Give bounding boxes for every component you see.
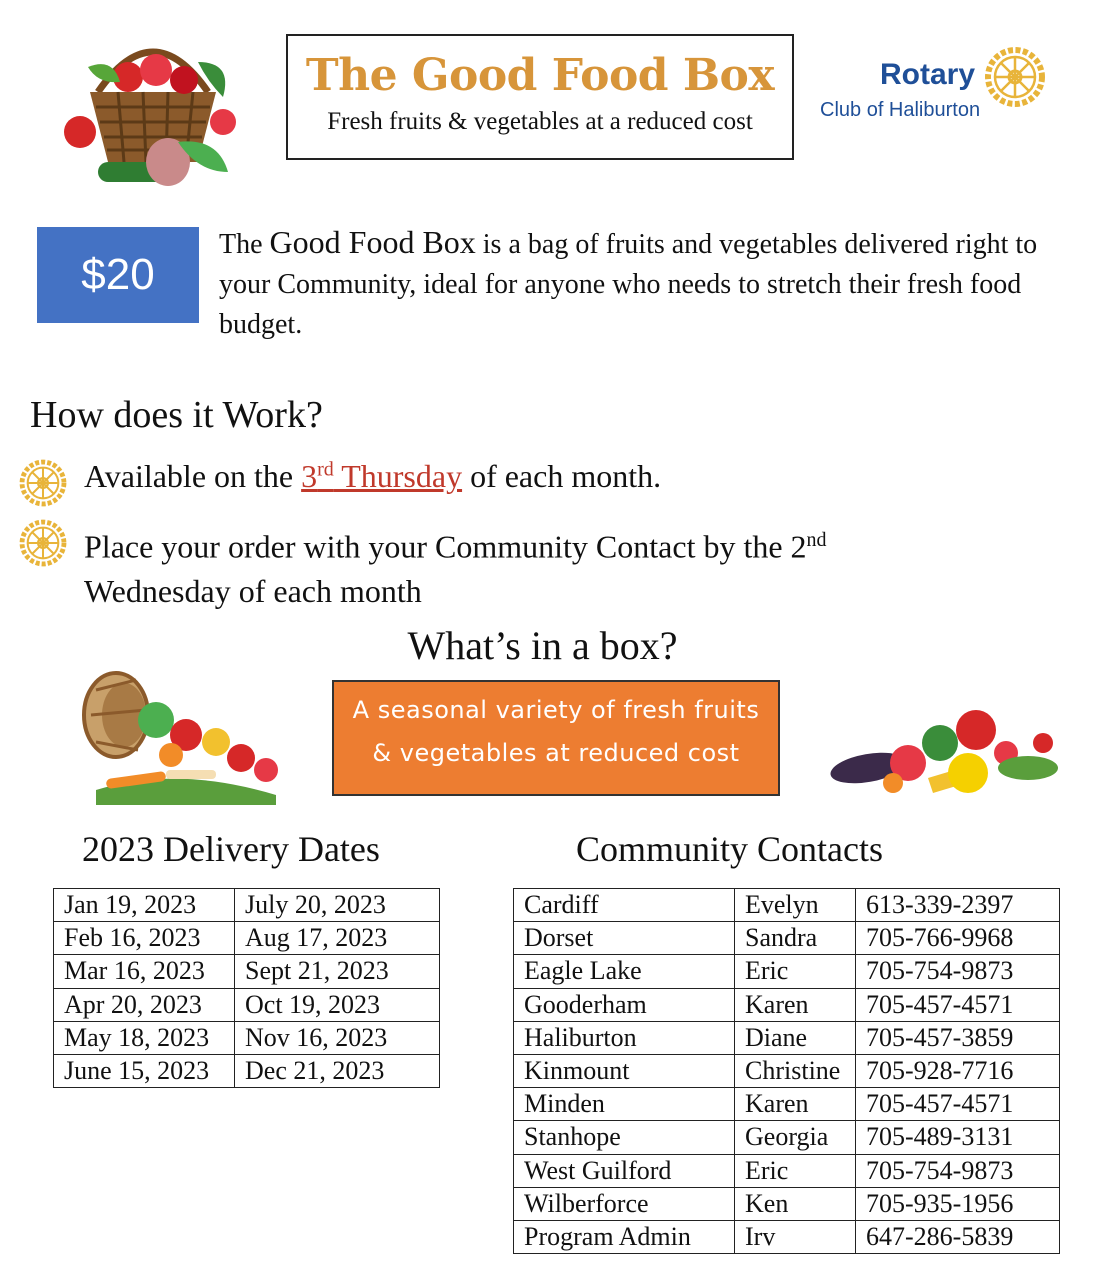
bullet2-post: Wednesday of each month bbox=[84, 572, 422, 609]
bullet-order bbox=[84, 518, 984, 613]
rotary-wheel-icon bbox=[984, 46, 1046, 108]
title-box bbox=[286, 34, 794, 160]
table-cell: 705-766-9968 bbox=[856, 922, 1060, 955]
table-row bbox=[514, 1220, 1060, 1253]
table-cell: Wilberforce bbox=[514, 1187, 735, 1220]
vegetable-basket-image bbox=[58, 22, 248, 192]
table-cell: June 15, 2023 bbox=[54, 1054, 235, 1087]
rotary-club-name: Club of Haliburton bbox=[820, 99, 981, 121]
table-cell: Apr 20, 2023 bbox=[54, 988, 235, 1021]
table-cell: Stanhope bbox=[514, 1121, 735, 1154]
rotary-name: Rotary bbox=[880, 58, 976, 91]
page-subtitle: Fresh fruits & vegetables at a reduced cost bbox=[327, 108, 753, 135]
bullet1-pre: Available on the bbox=[84, 458, 302, 494]
bullet1-highlight bbox=[301, 458, 462, 494]
bullet2-pre: Place your order with your Community Contact by the 2 bbox=[84, 528, 807, 565]
table-cell: Aug 17, 2023 bbox=[235, 922, 440, 955]
box-heading: What’s in a box? bbox=[407, 623, 678, 668]
table-cell: Dec 21, 2023 bbox=[235, 1054, 440, 1087]
table-cell: Gooderham bbox=[514, 988, 735, 1021]
table-cell: 705-928-7716 bbox=[856, 1054, 1060, 1087]
bullet2-sup: nd bbox=[806, 529, 827, 551]
table-cell: Kinmount bbox=[514, 1054, 735, 1087]
produce-barrel-image bbox=[76, 670, 288, 810]
table-row bbox=[514, 889, 1060, 922]
table-cell: Evelyn bbox=[735, 889, 856, 922]
rotary-wheel-icon bbox=[18, 518, 68, 568]
table-cell: 705-457-3859 bbox=[856, 1021, 1060, 1054]
table-cell: Jan 19, 2023 bbox=[54, 889, 235, 922]
table-cell: Feb 16, 2023 bbox=[54, 922, 235, 955]
intro-body: is a bag of fruits and vegetables delivered right to your Community, ideal for anyone who needs to stretch their fresh food budget. bbox=[219, 229, 1038, 340]
table-cell: May 18, 2023 bbox=[54, 1021, 235, 1054]
table-cell: Irv bbox=[735, 1220, 856, 1253]
how-heading: How does it Work? bbox=[30, 394, 323, 436]
delivery-heading: 2023 Delivery Dates bbox=[82, 829, 380, 869]
table-cell: 647-286-5839 bbox=[856, 1220, 1060, 1253]
table-row bbox=[514, 1021, 1060, 1054]
intro-the: The bbox=[219, 229, 270, 260]
table-cell: July 20, 2023 bbox=[235, 889, 440, 922]
box-contents-callout bbox=[332, 680, 780, 796]
table-cell: Eagle Lake bbox=[514, 955, 735, 988]
table-cell: Christine bbox=[735, 1054, 856, 1087]
intro-text bbox=[219, 222, 1059, 345]
price-badge: $20 bbox=[37, 227, 199, 323]
table-row bbox=[514, 955, 1060, 988]
table-cell: Haliburton bbox=[514, 1021, 735, 1054]
table-cell: Ken bbox=[735, 1187, 856, 1220]
rotary-wheel-icon bbox=[18, 458, 68, 508]
table-row bbox=[54, 922, 440, 955]
bullet1-post: of each month. bbox=[462, 458, 662, 494]
table-cell: 705-457-4571 bbox=[856, 988, 1060, 1021]
delivery-dates-table bbox=[53, 888, 440, 1088]
page-title: The Good Food Box bbox=[305, 50, 775, 101]
community-contacts-table bbox=[513, 888, 1060, 1254]
box-line-2: & vegetables at reduced cost bbox=[372, 739, 740, 767]
table-row bbox=[54, 988, 440, 1021]
table-cell: Minden bbox=[514, 1088, 735, 1121]
table-row bbox=[54, 1054, 440, 1087]
table-row bbox=[514, 1154, 1060, 1187]
table-cell: 705-457-4571 bbox=[856, 1088, 1060, 1121]
table-cell: Mar 16, 2023 bbox=[54, 955, 235, 988]
box-line-1: A seasonal variety of fresh fruits bbox=[352, 696, 760, 724]
vegetables-image bbox=[828, 708, 1072, 808]
table-cell: 613-339-2397 bbox=[856, 889, 1060, 922]
table-cell: 705-935-1956 bbox=[856, 1187, 1060, 1220]
table-row bbox=[54, 1021, 440, 1054]
table-row bbox=[514, 922, 1060, 955]
table-cell: 705-754-9873 bbox=[856, 1154, 1060, 1187]
table-cell: Program Admin bbox=[514, 1220, 735, 1253]
table-row bbox=[54, 955, 440, 988]
table-row bbox=[514, 1088, 1060, 1121]
table-row bbox=[514, 1121, 1060, 1154]
table-cell: Nov 16, 2023 bbox=[235, 1021, 440, 1054]
table-row bbox=[54, 889, 440, 922]
table-cell: Dorset bbox=[514, 922, 735, 955]
table-cell: Sept 21, 2023 bbox=[235, 955, 440, 988]
table-row bbox=[514, 1187, 1060, 1220]
table-cell: West Guilford bbox=[514, 1154, 735, 1187]
table-cell: 705-754-9873 bbox=[856, 955, 1060, 988]
table-cell: Cardiff bbox=[514, 889, 735, 922]
bullet-available bbox=[84, 458, 661, 495]
table-cell: Diane bbox=[735, 1021, 856, 1054]
table-cell: Georgia bbox=[735, 1121, 856, 1154]
bullet1-day: Thursday bbox=[333, 458, 463, 494]
table-cell: Eric bbox=[735, 955, 856, 988]
table-cell: Karen bbox=[735, 988, 856, 1021]
bullet1-num: 3 bbox=[301, 458, 318, 494]
table-row bbox=[514, 1054, 1060, 1087]
table-cell: Sandra bbox=[735, 922, 856, 955]
table-cell: Eric bbox=[735, 1154, 856, 1187]
intro-lead: Good Food Box bbox=[269, 224, 476, 260]
table-row bbox=[514, 988, 1060, 1021]
rotary-logo bbox=[814, 44, 1054, 124]
table-cell: 705-489-3131 bbox=[856, 1121, 1060, 1154]
contacts-heading: Community Contacts bbox=[576, 829, 884, 869]
table-cell: Oct 19, 2023 bbox=[235, 988, 440, 1021]
table-cell: Karen bbox=[735, 1088, 856, 1121]
bullet1-sup: rd bbox=[317, 458, 334, 481]
